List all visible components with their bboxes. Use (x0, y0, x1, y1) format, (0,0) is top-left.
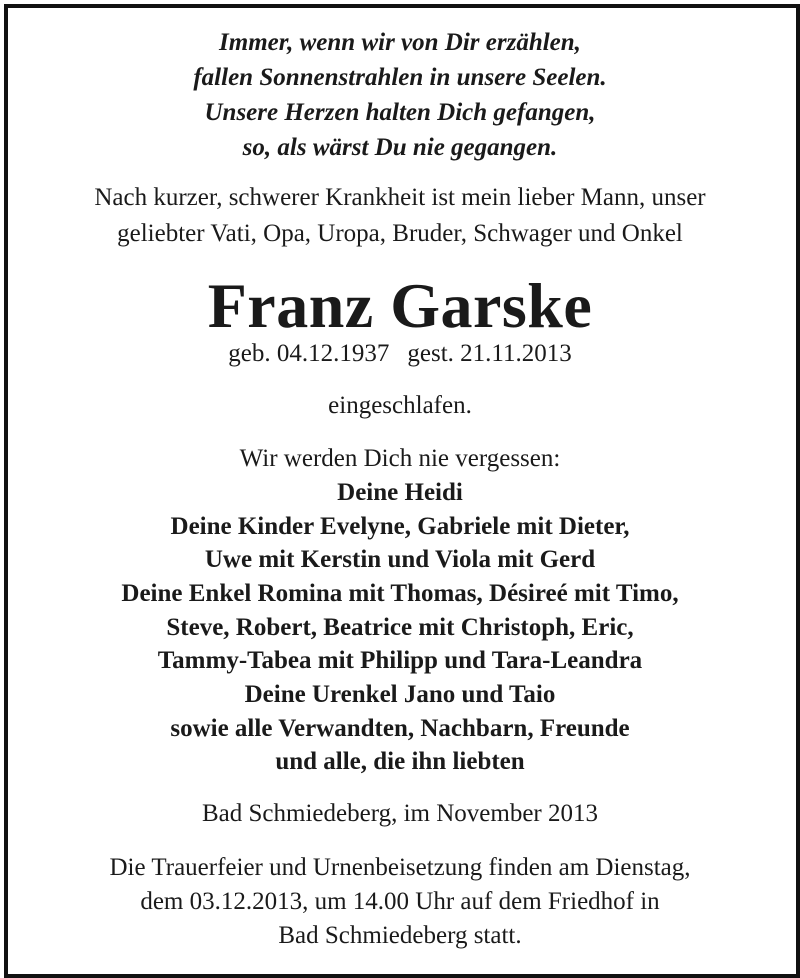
passed-text: eingeschlafen. (328, 392, 472, 419)
mourner-line: Steve, Robert, Beatrice mit Christoph, Eric, (166, 614, 634, 641)
birth-date: geb. 04.12.1937 (228, 340, 390, 367)
mourner-line: Uwe mit Kerstin und Viola mit Gerd (204, 546, 596, 573)
mourner-line: Deine Enkel Romina mit Thomas, Désireé mit Timo, (121, 580, 679, 607)
death-date: gest. 21.11.2013 (407, 340, 572, 367)
mourner-line: sowie alle Verwandten, Nachbarn, Freunde (170, 715, 630, 742)
poem-line: so, als wärst Du nie gegangen. (242, 134, 558, 161)
life-dates (0, 339, 800, 369)
poem-line: Immer, wenn wir von Dir erzählen, (219, 29, 581, 56)
mourner-line: Deine Urenkel Jano und Taio (244, 681, 556, 708)
place-date: Bad Schmiedeberg, im November 2013 (202, 800, 598, 827)
remembrance-text: Wir werden Dich nie vergessen: (239, 445, 561, 472)
mourner-line: Deine Kinder Evelyne, Gabriele mit Dieter, (170, 513, 630, 540)
intro-line: geliebter Vati, Opa, Uropa, Bruder, Schwager und Onkel (117, 220, 683, 247)
poem-line: fallen Sonnenstrahlen in unsere Seelen. (193, 64, 607, 91)
poem-line: Unsere Herzen halten Dich gefangen, (204, 99, 596, 126)
mourner-line: Tammy-Tabea mit Philipp und Tara-Leandra (157, 647, 643, 674)
mourner-line: und alle, die ihn liebten (275, 748, 525, 775)
intro-line: Nach kurzer, schwerer Krankheit ist mein lieber Mann, unser (94, 184, 706, 211)
mourner-line: Deine Heidi (337, 479, 463, 506)
funeral-line: Die Trauerfeier und Urnenbeisetzung finden am Dienstag, (109, 854, 691, 881)
funeral-line: dem 03.12.2013, um 14.00 Uhr auf dem Friedhof in (140, 888, 660, 915)
deceased-name: Franz Garske (207, 270, 593, 341)
funeral-line: Bad Schmiedeberg statt. (278, 922, 522, 949)
